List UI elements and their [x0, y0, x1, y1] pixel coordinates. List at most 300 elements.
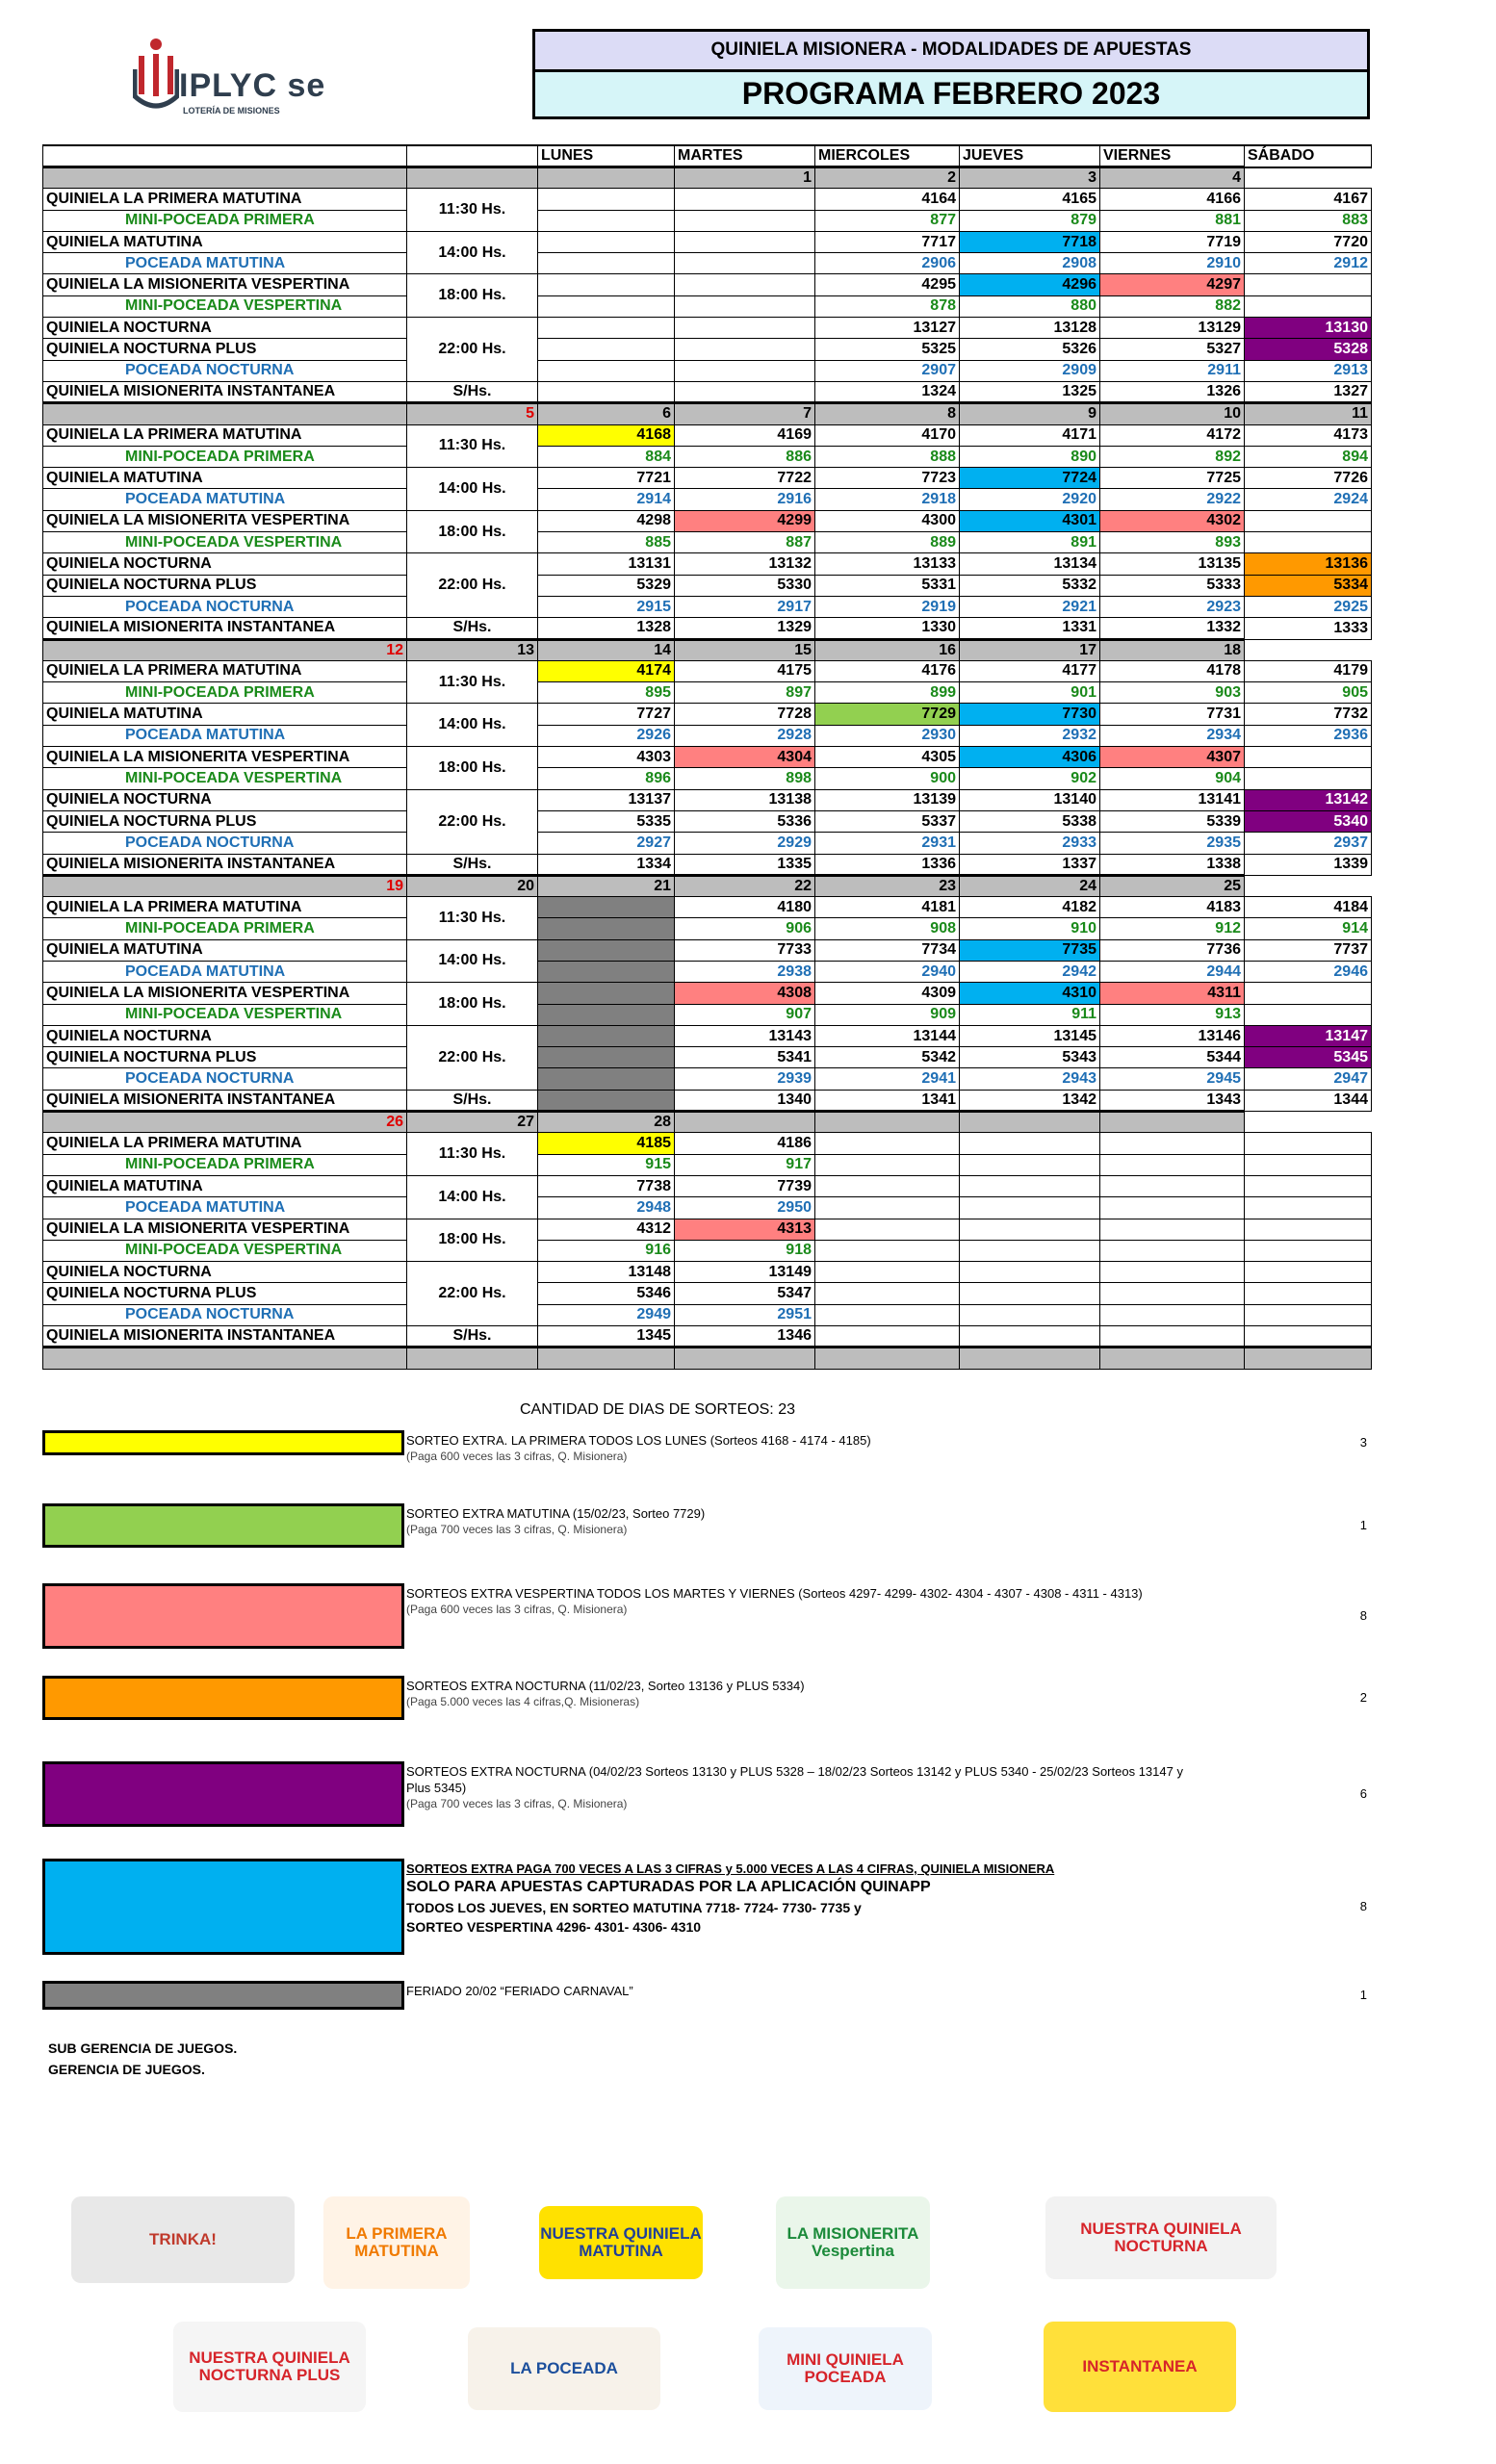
date-cell: 25 [1100, 875, 1245, 896]
draw-number-cell: 7724 [960, 468, 1100, 489]
draw-time: S/Hs. [407, 1090, 538, 1111]
draw-number-cell: 7720 [1245, 231, 1372, 252]
lottery-name: MINI-POCEADA PRIMERA [43, 682, 407, 704]
draw-time: 22:00 Hs. [407, 1025, 538, 1090]
draw-number-cell [1245, 747, 1372, 768]
draw-number-cell: 914 [1245, 918, 1372, 939]
lottery-row [43, 381, 1372, 402]
draw-number-cell: 4179 [1245, 660, 1372, 681]
draw-number-cell: 2951 [675, 1304, 815, 1325]
lottery-name: POCEADA NOCTURNA [43, 360, 407, 381]
draw-number-cell [538, 339, 675, 360]
lottery-row [43, 489, 1372, 510]
week-date-row [43, 1112, 1372, 1133]
draw-number-cell: 7729 [815, 704, 960, 725]
draw-number-cell: 1329 [675, 618, 815, 639]
draw-number-cell [960, 1197, 1100, 1219]
draw-number-cell: 1346 [675, 1326, 815, 1348]
date-cell: 20 [407, 875, 538, 896]
draw-number-cell: 13137 [538, 789, 675, 810]
lottery-row [43, 231, 1372, 252]
draw-number-cell: 2946 [1245, 961, 1372, 982]
draw-number-cell: 13140 [960, 789, 1100, 810]
draw-number-cell: 2910 [1100, 253, 1245, 274]
lottery-name: MINI-POCEADA PRIMERA [43, 210, 407, 231]
draw-number-cell: 13141 [1100, 789, 1245, 810]
draw-time: 18:00 Hs. [407, 983, 538, 1026]
end-cell [1245, 1348, 1372, 1369]
draw-number-cell [1245, 1219, 1372, 1240]
lottery-name: QUINIELA NOCTURNA PLUS [43, 339, 407, 360]
draw-number-cell: 2928 [675, 725, 815, 746]
draw-number-cell: 5338 [960, 810, 1100, 832]
draw-time: S/Hs. [407, 381, 538, 402]
draw-number-cell: 13143 [675, 1025, 815, 1046]
end-cell [960, 1348, 1100, 1369]
draw-number-cell: 4308 [675, 983, 815, 1004]
legend-swatch [42, 1981, 404, 2010]
draw-number-cell [538, 253, 675, 274]
draw-number-cell: 4164 [815, 189, 960, 210]
draw-number-cell: 893 [1100, 532, 1245, 553]
legend-description: FERIADO 20/02 “FERIADO CARNAVAL” [406, 1984, 633, 1998]
draw-number-cell: 1331 [960, 618, 1100, 639]
draw-number-cell: 2942 [960, 961, 1100, 982]
draw-number-cell: 7731 [1100, 704, 1245, 725]
day-header-3: JUEVES [960, 145, 1100, 167]
draw-number-cell [960, 1154, 1100, 1175]
draw-number-cell [1100, 1326, 1245, 1348]
draw-number-cell [675, 189, 815, 210]
draw-number-cell: 4170 [815, 424, 960, 446]
logo-subtitle: LOTERÍA DE MISIONES [183, 106, 280, 116]
lottery-name: QUINIELA LA PRIMERA MATUTINA [43, 1133, 407, 1154]
lottery-row [43, 1283, 1372, 1304]
lottery-row [43, 1004, 1372, 1025]
lottery-row [43, 1240, 1372, 1261]
draw-number-cell [538, 295, 675, 317]
draw-number-cell: 4171 [960, 424, 1100, 446]
draw-number-cell [960, 1219, 1100, 1240]
legend-payout: (Paga 700 veces las 3 cifras, Q. Misionera) [406, 1523, 628, 1536]
lottery-name: QUINIELA NOCTURNA [43, 1025, 407, 1046]
draw-number-cell: 7730 [960, 704, 1100, 725]
draw-number-cell [1100, 1197, 1245, 1219]
draw-number-cell [1245, 1175, 1372, 1196]
draw-number-cell [1100, 1175, 1245, 1196]
legend-line3: TODOS LOS JUEVES, EN SORTEO MATUTINA 7718- 7724- 7730- 7735 y [406, 1900, 862, 1915]
draw-number-cell: 1340 [675, 1090, 815, 1111]
draw-number-cell: 2920 [960, 489, 1100, 510]
draw-number-cell [1245, 1326, 1372, 1348]
draw-number-cell: 1332 [1100, 618, 1245, 639]
draw-number-cell [1100, 1283, 1245, 1304]
brand-logo: NUESTRA QUINIELA NOCTURNA PLUS [173, 2322, 366, 2412]
lottery-name: QUINIELA MATUTINA [43, 704, 407, 725]
date-cell: 6 [538, 403, 675, 424]
draw-number-cell: 907 [675, 1004, 815, 1025]
draw-number-cell [675, 231, 815, 252]
draw-number-cell: 2916 [675, 489, 815, 510]
draw-number-cell: 2948 [538, 1197, 675, 1219]
draw-number-cell: 2931 [815, 833, 960, 854]
lottery-name: QUINIELA NOCTURNA PLUS [43, 810, 407, 832]
legend-swatch [42, 1503, 404, 1548]
lottery-name: POCEADA NOCTURNA [43, 1304, 407, 1325]
draw-number-cell: 883 [1245, 210, 1372, 231]
draw-number-cell: 2907 [815, 360, 960, 381]
header-title: QUINIELA MISIONERA - MODALIDADES DE APUESTAS [532, 29, 1370, 72]
draw-number-cell: 882 [1100, 295, 1245, 317]
legend-description: SORTEO EXTRA MATUTINA (15/02/23, Sorteo 7729) [406, 1506, 706, 1521]
draw-time: S/Hs. [407, 854, 538, 875]
draw-number-cell: 2934 [1100, 725, 1245, 746]
draw-number-cell: 5343 [960, 1047, 1100, 1068]
draw-number-cell [675, 381, 815, 402]
draw-number-cell: 892 [1100, 446, 1245, 467]
legend-text [406, 1983, 1196, 1999]
draw-number-cell: 7735 [960, 939, 1100, 961]
draw-number-cell [675, 295, 815, 317]
draw-time: 18:00 Hs. [407, 1219, 538, 1262]
draw-number-cell: 1325 [960, 381, 1100, 402]
lottery-name: POCEADA MATUTINA [43, 253, 407, 274]
lottery-name: POCEADA NOCTURNA [43, 596, 407, 617]
draw-number-cell: 4169 [675, 424, 815, 446]
lottery-row [43, 596, 1372, 617]
draw-number-cell [538, 939, 675, 961]
draw-time: 22:00 Hs. [407, 318, 538, 382]
date-cell: 17 [960, 639, 1100, 660]
legend-swatch [42, 1859, 404, 1955]
draw-number-cell: 4183 [1100, 897, 1245, 918]
draw-number-cell: 2932 [960, 725, 1100, 746]
draw-number-cell [815, 1133, 960, 1154]
legend-count: 1 [1359, 1518, 1367, 1532]
draw-number-cell: 2923 [1100, 596, 1245, 617]
draw-number-cell: 4176 [815, 660, 960, 681]
date-cell [960, 1112, 1100, 1133]
draw-number-cell: 13136 [1245, 553, 1372, 575]
legend-description: SORTEOS EXTRA VESPERTINA TODOS LOS MARTES Y VIERNES (Sorteos 4297- 4299- 4302- 4304 - 4307 - 4308 - 4311 - 4313) [406, 1586, 1143, 1601]
draw-number-cell: 7728 [675, 704, 815, 725]
legend-payout: (Paga 5.000 veces las 4 cifras,Q. Misioneras) [406, 1695, 640, 1708]
legend-count: 2 [1359, 1690, 1367, 1705]
lottery-name: MINI-POCEADA VESPERTINA [43, 532, 407, 553]
date-cell: 5 [407, 403, 538, 424]
legend-text [406, 1505, 1196, 1538]
draw-number-cell: 1343 [1100, 1090, 1245, 1111]
draw-number-cell: 5340 [1245, 810, 1372, 832]
lottery-row [43, 1197, 1372, 1219]
lottery-name: POCEADA NOCTURNA [43, 833, 407, 854]
draw-number-cell: 1327 [1245, 381, 1372, 402]
draw-number-cell [1245, 1197, 1372, 1219]
draw-number-cell: 1337 [960, 854, 1100, 875]
legend-count: 6 [1359, 1786, 1367, 1801]
brand-logo: LA POCEADA [468, 2327, 660, 2410]
draw-number-cell: 916 [538, 1240, 675, 1261]
draw-number-cell: 912 [1100, 918, 1245, 939]
draw-number-cell: 4167 [1245, 189, 1372, 210]
draw-number-cell [1245, 274, 1372, 295]
draw-number-cell: 903 [1100, 682, 1245, 704]
lottery-name: QUINIELA NOCTURNA PLUS [43, 1047, 407, 1068]
draw-number-cell: 2947 [1245, 1068, 1372, 1090]
lottery-row [43, 833, 1372, 854]
draw-number-cell [815, 1219, 960, 1240]
draw-number-cell: 4185 [538, 1133, 675, 1154]
lottery-row [43, 1133, 1372, 1154]
legend-count: 1 [1359, 1988, 1367, 2002]
lottery-name: QUINIELA MISIONERITA INSTANTANEA [43, 854, 407, 875]
footer-gerencia: GERENCIA DE JUEGOS. [48, 2062, 205, 2077]
lottery-row [43, 1326, 1372, 1348]
draw-number-cell: 4181 [815, 897, 960, 918]
draw-number-cell: 5341 [675, 1047, 815, 1068]
draw-number-cell [815, 1154, 960, 1175]
draw-number-cell [1100, 1154, 1245, 1175]
lottery-row [43, 1175, 1372, 1196]
draw-number-cell [538, 381, 675, 402]
draw-number-cell [538, 274, 675, 295]
draw-number-cell: 2908 [960, 253, 1100, 274]
date-cell: 10 [1100, 403, 1245, 424]
date-cell: 16 [815, 639, 960, 660]
draw-number-cell: 4300 [815, 510, 960, 531]
draw-number-cell: 13132 [675, 553, 815, 575]
draw-number-cell: 1342 [960, 1090, 1100, 1111]
draw-number-cell [815, 1197, 960, 1219]
draw-number-cell: 901 [960, 682, 1100, 704]
lottery-row [43, 575, 1372, 596]
lottery-name: POCEADA MATUTINA [43, 961, 407, 982]
brand-logo: INSTANTANEA [1044, 2322, 1236, 2412]
draw-number-cell: 2912 [1245, 253, 1372, 274]
draw-number-cell: 881 [1100, 210, 1245, 231]
header-blank [43, 145, 407, 167]
lottery-row [43, 725, 1372, 746]
draw-number-cell: 5335 [538, 810, 675, 832]
day-header-row [43, 145, 1372, 167]
draw-number-cell [1100, 1219, 1245, 1240]
draw-number-cell [815, 1175, 960, 1196]
draw-number-cell [675, 210, 815, 231]
lottery-row [43, 510, 1372, 531]
legend-count: 3 [1359, 1435, 1367, 1450]
lottery-name: QUINIELA LA MISIONERITA VESPERTINA [43, 274, 407, 295]
lottery-name: QUINIELA LA MISIONERITA VESPERTINA [43, 747, 407, 768]
draw-number-cell: 5337 [815, 810, 960, 832]
lottery-row [43, 339, 1372, 360]
draw-number-cell [1245, 1262, 1372, 1283]
draw-number-cell: 2914 [538, 489, 675, 510]
legend-payout: (Paga 600 veces las 3 cifras, Q. Misionera) [406, 1450, 628, 1463]
lottery-row [43, 747, 1372, 768]
date-cell: 22 [675, 875, 815, 896]
draw-time: 11:30 Hs. [407, 424, 538, 468]
lottery-row [43, 660, 1372, 681]
draw-number-cell: 2926 [538, 725, 675, 746]
date-cell-blank [43, 403, 407, 424]
draw-number-cell [1245, 768, 1372, 789]
draw-number-cell: 908 [815, 918, 960, 939]
draw-time: 14:00 Hs. [407, 1175, 538, 1219]
draw-number-cell [538, 1068, 675, 1090]
lottery-name: POCEADA MATUTINA [43, 1197, 407, 1219]
draw-number-cell [538, 231, 675, 252]
draw-number-cell: 7733 [675, 939, 815, 961]
legend-description: SORTEOS EXTRA PAGA 700 VECES A LAS 3 CIFRAS y 5.000 VECES A LAS 4 CIFRAS, QUINIELA MISIONERA [406, 1861, 1055, 1876]
draw-number-cell: 4311 [1100, 983, 1245, 1004]
draw-number-cell: 5331 [815, 575, 960, 596]
lottery-row [43, 210, 1372, 231]
draw-number-cell: 13130 [1245, 318, 1372, 339]
draw-number-cell [675, 274, 815, 295]
end-cell [815, 1348, 960, 1369]
draw-number-cell [815, 1262, 960, 1283]
draw-number-cell: 13128 [960, 318, 1100, 339]
draw-number-cell [538, 1047, 675, 1068]
legend-line2: SOLO PARA APUESTAS CAPTURADAS POR LA APLICACIÓN QUINAPP [406, 1879, 931, 1895]
legend-swatch [42, 1676, 404, 1720]
end-cell [538, 1348, 675, 1369]
draw-number-cell: 2944 [1100, 961, 1245, 982]
draw-number-cell: 2938 [675, 961, 815, 982]
program-title: PROGRAMA FEBRERO 2023 [532, 69, 1370, 119]
lottery-row [43, 1068, 1372, 1090]
draw-number-cell: 4174 [538, 660, 675, 681]
draw-number-cell: 900 [815, 768, 960, 789]
draw-number-cell: 917 [675, 1154, 815, 1175]
lottery-name: QUINIELA LA PRIMERA MATUTINA [43, 189, 407, 210]
draw-number-cell: 915 [538, 1154, 675, 1175]
draw-number-cell: 909 [815, 1004, 960, 1025]
draw-number-cell: 7732 [1245, 704, 1372, 725]
draw-time: 18:00 Hs. [407, 510, 538, 553]
lottery-name: QUINIELA LA PRIMERA MATUTINA [43, 660, 407, 681]
draw-number-cell: 2918 [815, 489, 960, 510]
lottery-row [43, 360, 1372, 381]
date-cell: 2 [815, 167, 960, 189]
draw-number-cell: 4309 [815, 983, 960, 1004]
lottery-name: MINI-POCEADA PRIMERA [43, 1154, 407, 1175]
draw-number-cell: 2940 [815, 961, 960, 982]
draw-number-cell [960, 1262, 1100, 1283]
lottery-row [43, 424, 1372, 446]
legend-count: 8 [1359, 1608, 1367, 1623]
draw-number-cell [1100, 1262, 1245, 1283]
draw-number-cell: 5336 [675, 810, 815, 832]
draw-number-cell [538, 1090, 675, 1111]
draw-number-cell: 2911 [1100, 360, 1245, 381]
draw-number-cell: 5333 [1100, 575, 1245, 596]
week-date-row [43, 639, 1372, 660]
draw-number-cell: 2941 [815, 1068, 960, 1090]
lottery-row [43, 468, 1372, 489]
draw-number-cell [538, 360, 675, 381]
legend-description: SORTEO EXTRA. LA PRIMERA TODOS LOS LUNES (Sorteos 4168 - 4174 - 4185) [406, 1433, 871, 1448]
end-cell [407, 1348, 538, 1369]
draw-number-cell: 7723 [815, 468, 960, 489]
date-cell: 9 [960, 403, 1100, 424]
legend-line4: SORTEO VESPERTINA 4296- 4301- 4306- 4310 [406, 1919, 702, 1935]
draw-number-cell: 2949 [538, 1304, 675, 1325]
date-cell [538, 167, 675, 189]
draw-time: S/Hs. [407, 618, 538, 639]
lottery-name: QUINIELA MISIONERITA INSTANTANEA [43, 618, 407, 639]
draw-time: 14:00 Hs. [407, 939, 538, 983]
draw-number-cell [960, 1240, 1100, 1261]
draw-number-cell [960, 1133, 1100, 1154]
draw-number-cell [815, 1240, 960, 1261]
draw-number-cell: 897 [675, 682, 815, 704]
draw-number-cell [1245, 1133, 1372, 1154]
draw-number-cell: 4301 [960, 510, 1100, 531]
date-cell: 18 [1100, 639, 1245, 660]
draw-number-cell [1100, 1133, 1245, 1154]
draw-number-cell: 2919 [815, 596, 960, 617]
draw-time: 14:00 Hs. [407, 468, 538, 511]
draw-number-cell: 879 [960, 210, 1100, 231]
draw-number-cell: 4165 [960, 189, 1100, 210]
draw-number-cell: 2924 [1245, 489, 1372, 510]
draw-number-cell: 13148 [538, 1262, 675, 1283]
lottery-row [43, 961, 1372, 982]
lottery-name: QUINIELA LA MISIONERITA VESPERTINA [43, 1219, 407, 1240]
legend-count: 8 [1359, 1899, 1367, 1913]
end-cell [1100, 1348, 1245, 1369]
lottery-name: QUINIELA NOCTURNA PLUS [43, 575, 407, 596]
draw-number-cell [538, 983, 675, 1004]
draw-number-cell [675, 339, 815, 360]
draw-number-cell: 1324 [815, 381, 960, 402]
draw-number-cell: 7739 [675, 1175, 815, 1196]
schedule-table [42, 144, 1372, 1370]
draw-number-cell: 4304 [675, 747, 815, 768]
draw-number-cell [538, 1025, 675, 1046]
draw-number-cell: 7737 [1245, 939, 1372, 961]
draw-number-cell: 1326 [1100, 381, 1245, 402]
draw-time: 11:30 Hs. [407, 189, 538, 232]
legend-payout: (Paga 600 veces las 3 cifras, Q. Misionera) [406, 1603, 628, 1616]
date-cell [1100, 1112, 1245, 1133]
draw-number-cell: 13146 [1100, 1025, 1245, 1046]
draw-number-cell: 4312 [538, 1219, 675, 1240]
lottery-row [43, 1047, 1372, 1068]
lottery-name: QUINIELA LA MISIONERITA VESPERTINA [43, 510, 407, 531]
draw-number-cell: 5326 [960, 339, 1100, 360]
lottery-name: POCEADA MATUTINA [43, 725, 407, 746]
draw-number-cell [675, 253, 815, 274]
lottery-row [43, 553, 1372, 575]
draw-number-cell: 2906 [815, 253, 960, 274]
draw-number-cell: 5332 [960, 575, 1100, 596]
date-cell: 15 [675, 639, 815, 660]
draw-number-cell: 4168 [538, 424, 675, 446]
draw-number-cell [538, 210, 675, 231]
draw-number-cell: 904 [1100, 768, 1245, 789]
draw-time: 18:00 Hs. [407, 747, 538, 790]
lottery-name: QUINIELA LA PRIMERA MATUTINA [43, 897, 407, 918]
date-cell: 7 [675, 403, 815, 424]
lottery-row [43, 897, 1372, 918]
lottery-name: QUINIELA MISIONERITA INSTANTANEA [43, 1090, 407, 1111]
draw-number-cell: 902 [960, 768, 1100, 789]
legend-text [406, 1432, 1196, 1465]
lottery-name: MINI-POCEADA VESPERTINA [43, 768, 407, 789]
date-cell [675, 1112, 815, 1133]
